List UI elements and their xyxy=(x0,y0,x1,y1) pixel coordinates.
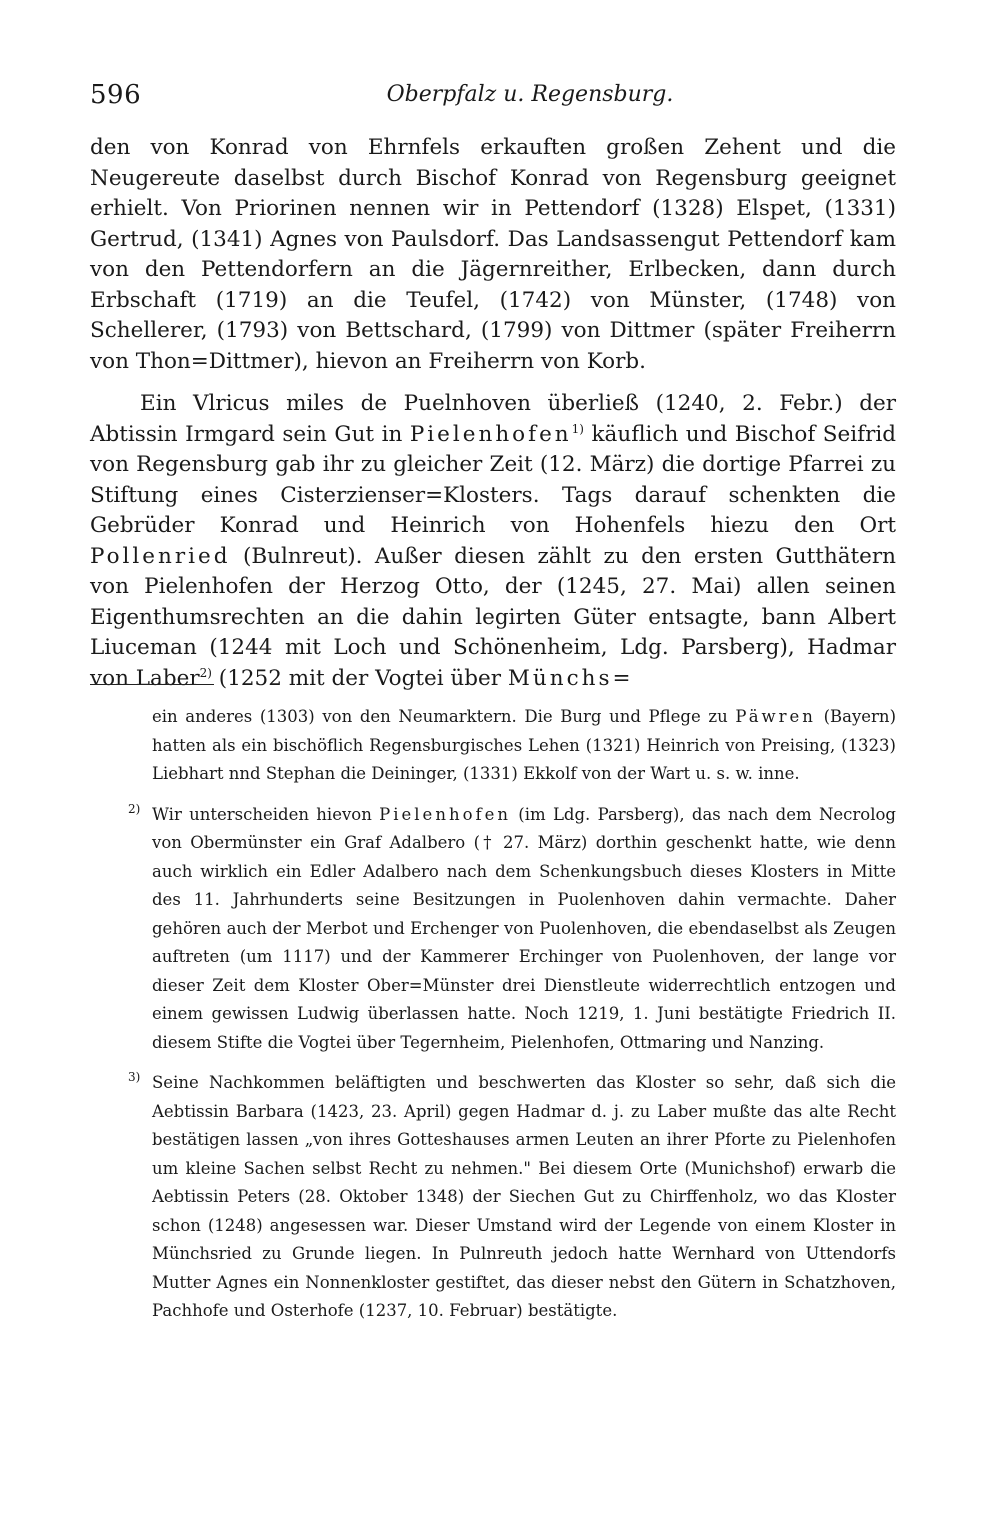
paragraph-2-text-2: käuflich und Bischof Seifrid von Regensburg gab ihr zu gleicher Zeit (12. März) die dortige Pfarrei zu Stiftung eines Cisterzienser=Klosters. Tags darauf schenkten die Gebrüder Konrad und Heinrich von Hohenfels hiezu den Ort xyxy=(90,421,896,538)
place-name-pollenried: Pollenried xyxy=(90,543,231,569)
footnote-3-marker: 3) xyxy=(128,1070,141,1084)
footnote-1-text-2: (Bayern) hatten als ein bischöflich Regensburgisches Lehen (1321) Heinrich von Preising, (1323) Liebhart nnd Stephan die Deininger, (1331) Ekkolf von der Wart u. s. w. inne. xyxy=(152,707,896,783)
footnote-3-text: Seine Nachkommen beläftigten und beschwerten das Kloster so sehr, daß sich die Aebtissin Barbara (1423, 23. April) gegen Hadmar d. j. zu Laber mußte das alte Recht bestätigen lassen „von ihres Gotteshauses armen Leuten an ihrer Pforte zu Pielenhofen um kleine Sachen selbst Recht zu nehmen." Bei diesem Orte (Munichshof) erwarb die Aebtissin Peters (28. Oktober 1348) der Siechen Gut zu Chirffenholz, wo das Kloster schon (1248) angesessen war. Dieser Umstand wird der Legende von einem Kloster in Münchsried zu Grunde liegen. In Pulnreuth jedoch hatte Wernhard von Uttendorfs Mutter Agnes ein Nonnenkloster gestiftet, das dieser nebst den Gütern in Schatzhoven, Pachhofe und Osterhofe (1237, 10. Februar) bestätigte. xyxy=(152,1073,896,1320)
paragraph-2-text-1: Ein Vlricus miles de Puelnhoven überließ (1240, 2. Febr.) der Abtissin Irmgard sein Gut in xyxy=(90,391,896,447)
page-number: 596 xyxy=(90,80,142,110)
footnote-3 xyxy=(90,1069,896,1326)
paragraph-2-text-4: (1252 mit der Vogtei über xyxy=(211,665,508,691)
place-name-pielenhofen: Pielenhofen xyxy=(409,421,572,447)
footnote-1-text-1: ein anderes (1303) von den Neumarktern. Die Burg und Pflege zu xyxy=(152,707,736,726)
place-name-muenchs: Münchs= xyxy=(507,665,634,691)
footnote-separator xyxy=(90,684,214,685)
footnote-ref-1: 1) xyxy=(571,421,584,436)
footnotes xyxy=(90,703,896,1338)
footnote-2-text-1: Wir unterscheiden hievon xyxy=(152,804,380,824)
footnote-continuation xyxy=(90,703,896,789)
footnote-1-place: Päwren xyxy=(735,707,816,726)
footnote-ref-2: 2) xyxy=(199,665,212,680)
page-header xyxy=(90,80,910,120)
footnote-2-place: Pielenhofen xyxy=(379,804,512,824)
paragraph-2 xyxy=(90,389,896,694)
footnote-2-text-2: (im Ldg. Parsberg), das nach dem Necrolog von Obermünster ein Graf Adalbero († 27. März) dorthin geschenkt hatte, wie denn auch wirklich ein Edler Adalbero nach dem Schenkungsbuch dieses Klosters in Mitte des 11. Jahrhunderts seine Besitzungen in Puolenhoven dahin vermachte. Daher gehören auch der Merbot und Erchenger von Puolenhoven, die ebendaselbst als Zeugen auftreten (um 1117) und der Kammerer Erchinger von Puolenhoven, der lange vor dieser Zeit dem Kloster Ober=Münster drei Dienstleute widerrechtlich entzogen und einem gewissen Ludwig überlassen hatte. Noch 1219, 1. Juni bestätigte Friedrich II. diesem Stifte die Vogtei über Tegernheim, Pielenhofen, Ottmaring und Nanzing. xyxy=(152,804,896,1052)
paragraph-2-text-3: (Bulnreut). Außer diesen zählt zu den ersten Gutthätern von Pielenhofen der Herzog Otto, der (1245, 27. Mai) allen seinen Eigenthumsrechten an die dahin legirten Güter entsagte, bann Albert Liuceman (1244 mit Loch und Schönenheim, Ldg. Parsberg), Hadmar von Laber xyxy=(90,543,896,691)
paragraph-1: den von Konrad von Ehrnfels erkauften großen Zehent und die Neugereute daselbst durch Bischof Konrad von Regensburg geeignet erhielt. Von Priorinen nennen wir in Pettendorf (1328) Elspet, (1331) Gertrud, (1341) Agnes von Paulsdorf. Das Landsassengut Pettendorf kam von den Pettendorfern an die Jägernreither, Erlbecken, dann durch Erbschaft (1719) an die Teufel, (1742) von Münster, (1748) von Schellerer, (1793) von Bettschard, (1799) von Dittmer (später Freiherrn von Thon=Dittmer), hievon an Freiherrn von Korb. xyxy=(90,135,896,374)
footnote-2-marker: 2) xyxy=(128,801,141,816)
running-title: Oberpfalz u. Regensburg. xyxy=(386,82,674,107)
main-text xyxy=(90,133,896,706)
footnote-2 xyxy=(90,801,896,1058)
